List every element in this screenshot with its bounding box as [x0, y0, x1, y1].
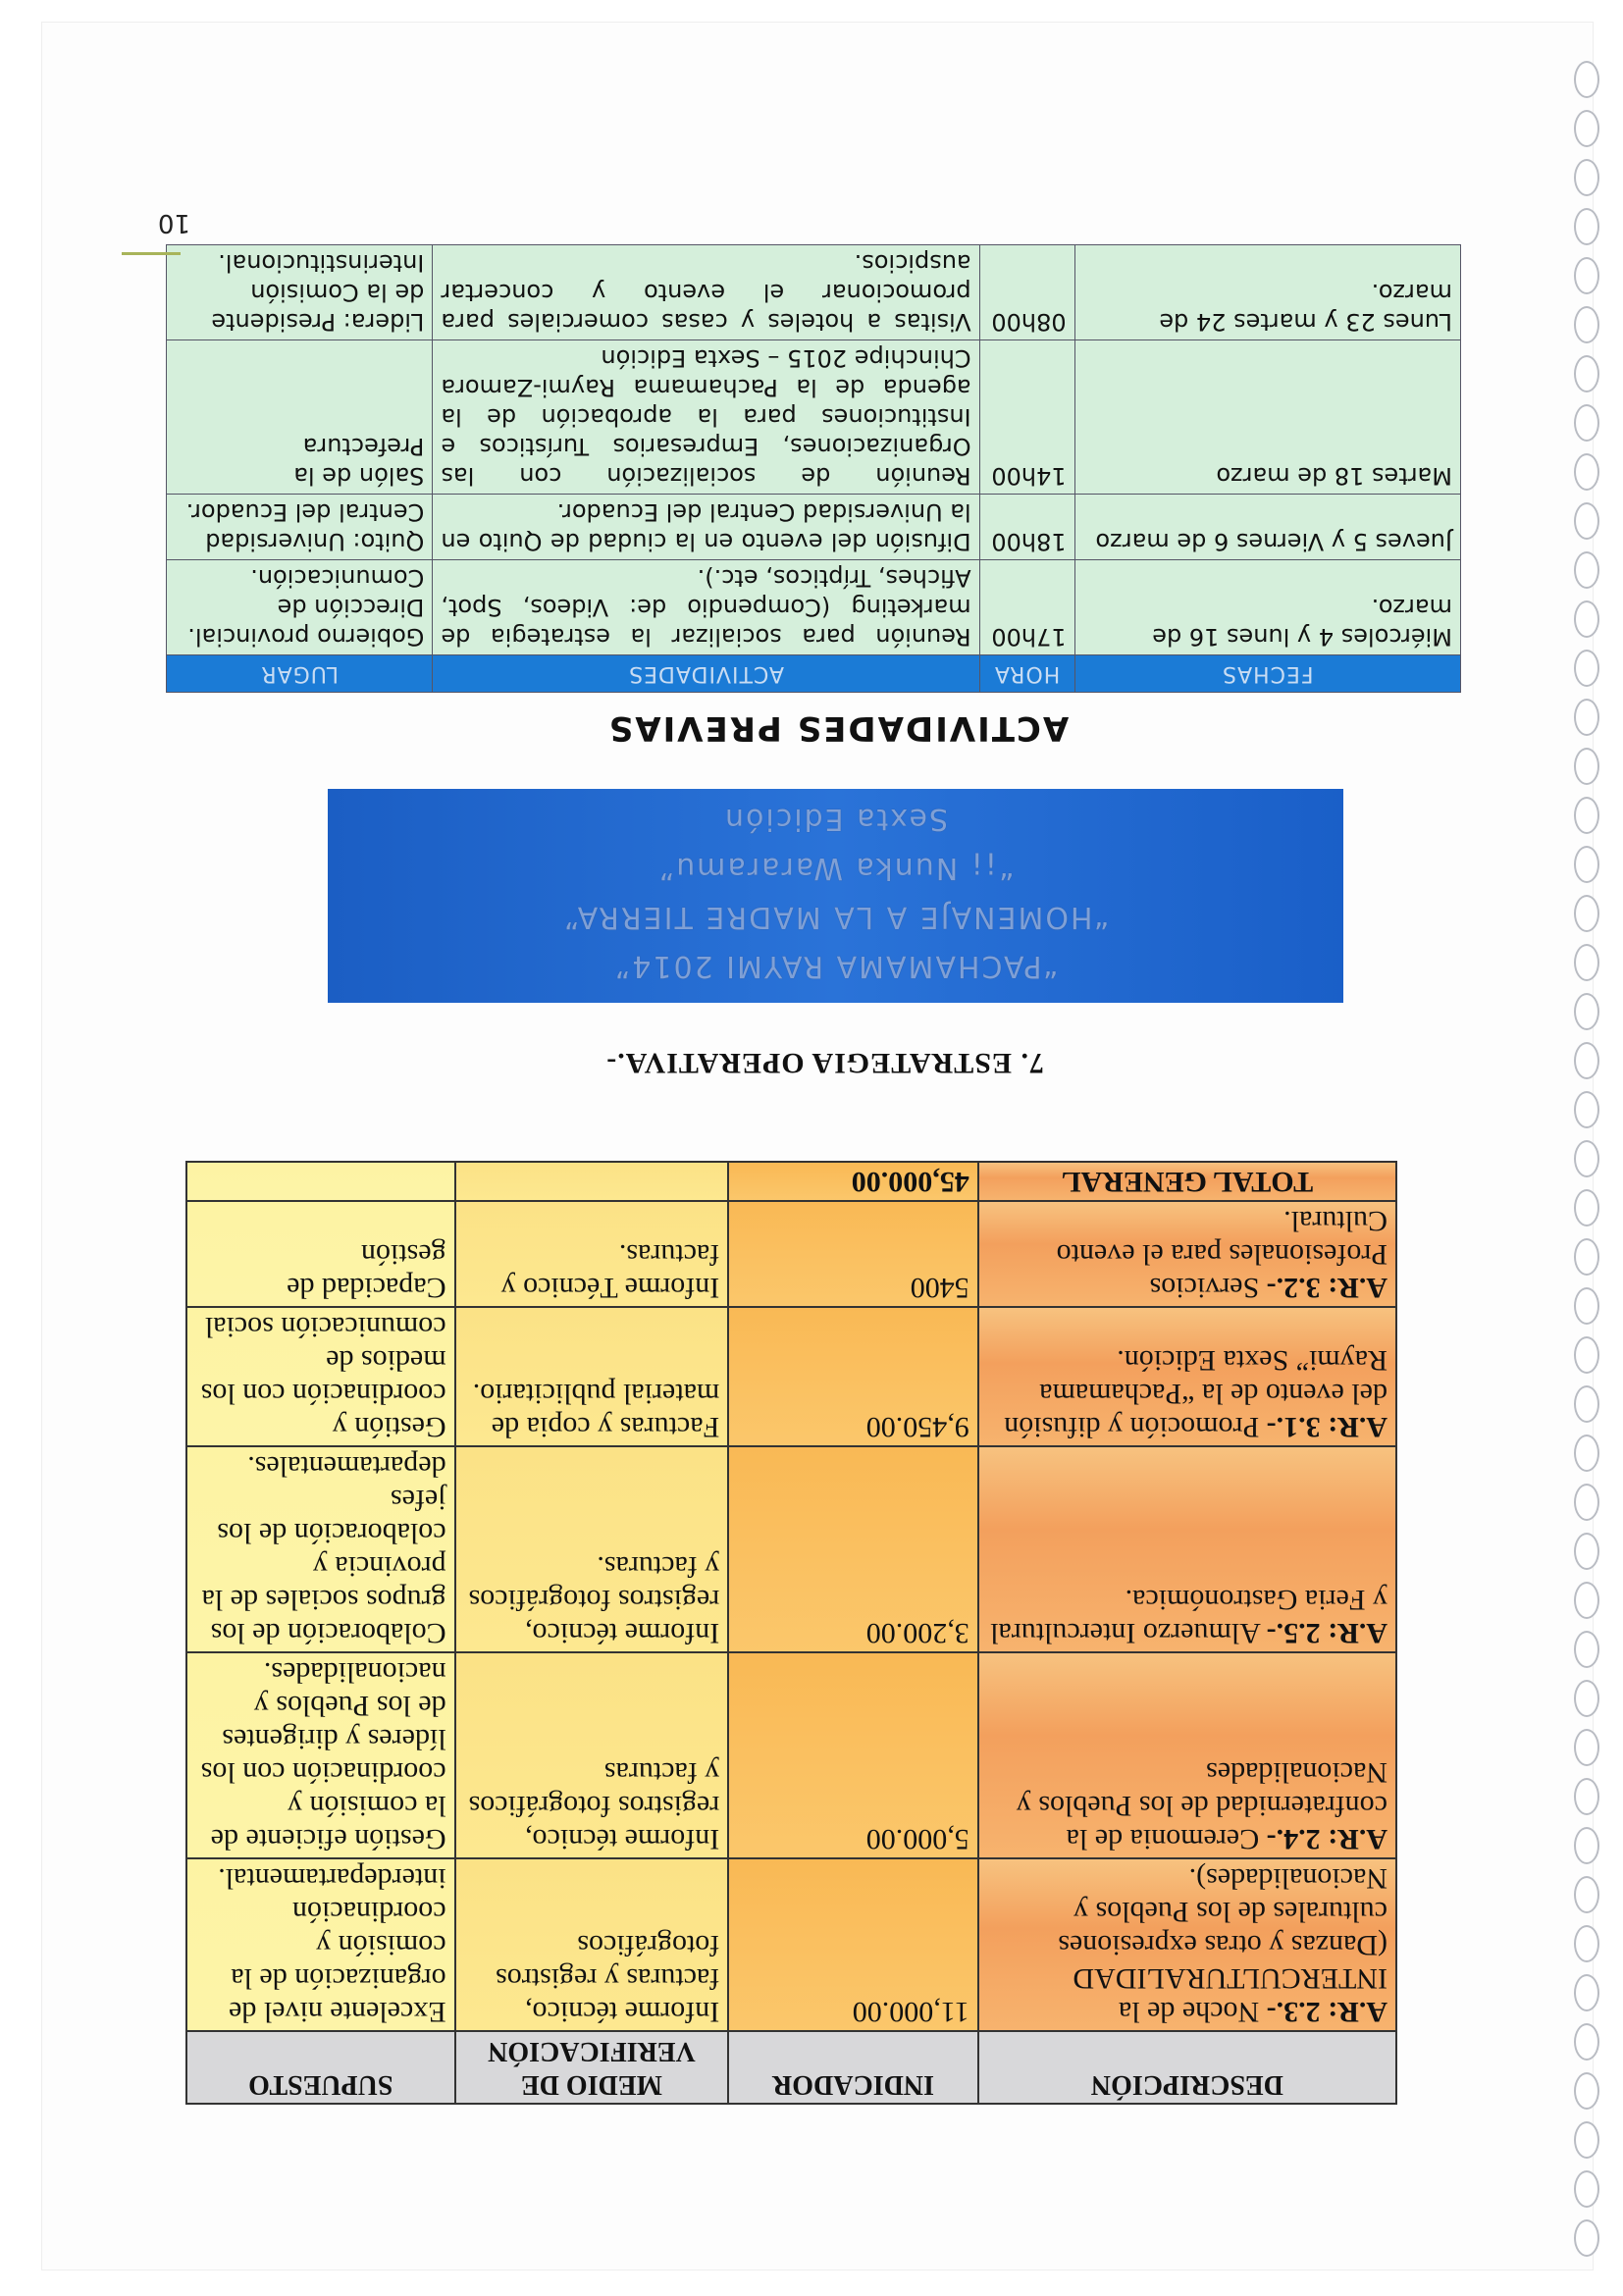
binder-hole — [1574, 159, 1599, 196]
budget-table — [185, 1161, 1397, 2105]
row-supuesto: Gestión eficiente de la comisión y coordinación con los líderes y dirigentes de los Pueblos y nacionalidades. — [186, 1652, 455, 1858]
binder-hole — [1574, 1827, 1599, 1864]
row-code: A.R: 3.1.- — [1266, 1411, 1387, 1443]
total-label: TOTAL GENERAL — [978, 1162, 1396, 1201]
row-medio: Facturas y copia de material publicitario. — [455, 1307, 729, 1446]
row-medio: Informe Técnico y facturas. — [455, 1201, 729, 1307]
binder-hole — [1574, 61, 1599, 98]
activities-title: ACTIVIDADES PREVIAS — [606, 708, 1070, 748]
table-row — [167, 340, 1461, 495]
binder-hole — [1574, 257, 1599, 294]
section-title: 7. ESTRATEGIA OPERATIVA.- — [605, 1047, 1044, 1079]
binder-hole — [1574, 208, 1599, 245]
event-banner — [328, 789, 1343, 1003]
binder-hole — [1574, 1042, 1599, 1079]
binder-hole — [1574, 404, 1599, 442]
row-fecha: Martes 18 de marzo — [1074, 340, 1460, 495]
binder-hole — [1574, 1435, 1599, 1472]
table-row — [186, 1652, 1396, 1858]
row-description — [978, 1858, 1396, 2031]
binder-hole — [1574, 600, 1599, 638]
row-lugar: Salón de la Prefectura — [167, 340, 433, 495]
binder-hole — [1574, 2072, 1599, 2110]
row-desc-text: Almuerzo Intercultural y Feria Gastronómica. — [990, 1584, 1387, 1649]
binder-hole — [1574, 944, 1599, 981]
row-code: A.R: 3.2.- — [1266, 1272, 1387, 1304]
row-hora: 17h00 — [979, 560, 1074, 655]
row-code: A.R: 2.5.- — [1266, 1617, 1387, 1649]
page-number-rule — [122, 252, 181, 255]
row-code: A.R: 2.3.- — [1266, 1996, 1387, 2028]
row-desc-text: Noche de la INTERCULTURALIDAD (Danzas y otras expresiones culturales de los Pueblos y Nacionalidades). — [1058, 1862, 1387, 2028]
row-description — [978, 1201, 1396, 1307]
row-indicador: 5400 — [728, 1201, 977, 1307]
table-row — [167, 245, 1461, 340]
binder-hole — [1574, 1091, 1599, 1128]
row-indicador: 9,450.00 — [728, 1307, 977, 1446]
row-fecha: Jueves 5 y Viernes 6 de marzo — [1074, 495, 1460, 560]
binder-hole — [1574, 2170, 1599, 2208]
binder-hole — [1574, 2121, 1599, 2159]
table-row — [167, 495, 1461, 560]
row-fecha: Lunes 23 y martes 24 de marzo. — [1074, 245, 1460, 340]
banner-line-2: “HOMENAJE A LA MADRE TIERRA” — [561, 900, 1110, 934]
banner-line-4: Sexta Edición — [723, 802, 948, 836]
row-supuesto: Gestión y coordinación con los medios de comunicación social — [186, 1307, 455, 1446]
row-fecha: Miércoles 4 y lunes 16 de marzo. — [1074, 560, 1460, 655]
row-indicador: 11,000.00 — [728, 1858, 977, 2031]
budget-header-row — [186, 2031, 1396, 2104]
row-desc-text: Servicios Profesionales para el evento Cultural. — [1056, 1205, 1387, 1304]
row-indicador: 5,000.00 — [728, 1652, 977, 1858]
binder-holes — [1564, 20, 1603, 2276]
header-supuesto: SUPUESTO — [186, 2031, 455, 2104]
header-indicador: INDICADOR — [728, 2031, 977, 2104]
total-row — [186, 1162, 1396, 1201]
header-actividades: ACTIVIDADES — [433, 655, 979, 693]
row-hora: 14h00 — [979, 340, 1074, 495]
row-actividad: Visitas a hoteles y casas comerciales para promocionar el evento y concertar auspicios. — [433, 245, 979, 340]
activities-header-row — [167, 655, 1461, 693]
row-desc-text: Ceremonia de la confraternidad de los Pueblos y Nacionalidades — [1016, 1756, 1387, 1855]
binder-hole — [1574, 748, 1599, 785]
binder-hole — [1574, 1287, 1599, 1325]
row-actividad: Reunión de socialización con las Organizaciones, Empresarios Turísticos e Instituciones para la aprobación de la agenda de la Pachamama Raymi-Zamora Chinchipe 2015 – Sexta Edición — [433, 340, 979, 495]
row-supuesto: Capacidad de gestión — [186, 1201, 455, 1307]
binder-hole — [1574, 453, 1599, 491]
binder-hole — [1574, 1925, 1599, 1962]
row-lugar: Quito: Universidad Central del Ecuador. — [167, 495, 433, 560]
row-actividad: Difusión del evento en la ciudad de Quito en la Universidad Central del Ecuador. — [433, 495, 979, 560]
binder-hole — [1574, 699, 1599, 736]
row-medio: Informe técnico, registros fotográficos y facturas — [455, 1652, 729, 1858]
binder-hole — [1574, 1189, 1599, 1226]
binder-hole — [1574, 1336, 1599, 1374]
row-supuesto: Excelente nivel de organización de la comisión y coordinación interdepartamental. — [186, 1858, 455, 2031]
row-lugar: Lidera: Presidente de la Comisión Interinstitucional. — [167, 245, 433, 340]
header-hora: HORA — [979, 655, 1074, 693]
table-row — [167, 560, 1461, 655]
binder-hole — [1574, 2023, 1599, 2061]
binder-hole — [1574, 1631, 1599, 1668]
row-description — [978, 1307, 1396, 1446]
binder-hole — [1574, 355, 1599, 392]
table-row — [186, 1307, 1396, 1446]
activities-table — [166, 244, 1461, 693]
table-row — [186, 1858, 1396, 2031]
header-descripcion: DESCRIPCIÓN — [978, 2031, 1396, 2104]
row-medio: Informe técnico, registros fotográficos y facturas. — [455, 1446, 729, 1652]
binder-hole — [1574, 993, 1599, 1030]
banner-line-3: “¡¡ Nunka Wararamu” — [656, 851, 1015, 885]
row-hora: 18h00 — [979, 495, 1074, 560]
binder-hole — [1574, 502, 1599, 540]
binder-hole — [1574, 2219, 1599, 2257]
binder-hole — [1574, 1680, 1599, 1717]
binder-hole — [1574, 1533, 1599, 1570]
binder-hole — [1574, 846, 1599, 883]
row-lugar: Gobierno provincial. Dirección de Comunicación. — [167, 560, 433, 655]
row-description — [978, 1652, 1396, 1858]
banner-line-1: “PACHAMAMA RAYMI 2014” — [612, 949, 1059, 983]
binder-hole — [1574, 650, 1599, 687]
row-code: A.R: 2.4.- — [1266, 1823, 1387, 1855]
binder-hole — [1574, 551, 1599, 589]
binder-hole — [1574, 1484, 1599, 1521]
row-desc-text: Promoción y difusión del evento de la “Pachamama Raymi” Sexta Edición. — [1004, 1344, 1387, 1443]
total-empty-medio — [455, 1162, 729, 1201]
header-lugar: LUGAR — [167, 655, 433, 693]
row-medio: Informe técnico, facturas y registros fotográficos — [455, 1858, 729, 2031]
binder-hole — [1574, 1238, 1599, 1276]
binder-hole — [1574, 1582, 1599, 1619]
row-hora: 08h00 — [979, 245, 1074, 340]
total-empty-supuesto — [186, 1162, 455, 1201]
page-number: 10 — [157, 208, 190, 237]
binder-hole — [1574, 306, 1599, 343]
binder-hole — [1574, 1876, 1599, 1913]
binder-hole — [1574, 1729, 1599, 1766]
binder-hole — [1574, 1974, 1599, 2011]
binder-hole — [1574, 1140, 1599, 1177]
binder-hole — [1574, 110, 1599, 147]
row-indicador: 3,200.00 — [728, 1446, 977, 1652]
binder-hole — [1574, 895, 1599, 932]
header-medio: MEDIO DE VERIFICACIÓN — [455, 2031, 729, 2104]
binder-hole — [1574, 1778, 1599, 1815]
row-description — [978, 1446, 1396, 1652]
binder-hole — [1574, 797, 1599, 834]
header-fechas: FECHAS — [1074, 655, 1460, 693]
table-row — [186, 1446, 1396, 1652]
binder-hole — [1574, 1385, 1599, 1423]
total-value: 45,000.00 — [728, 1162, 977, 1201]
row-actividad: Reunión para socializar la estrategia de marketing (Compendio de: Videos, Spot, Afiches, Trípticos, etc.). — [433, 560, 979, 655]
row-supuesto: Colaboración de los grupos sociales de la provincia y colaboración de los jefes departamentales. — [186, 1446, 455, 1652]
table-row — [186, 1201, 1396, 1307]
